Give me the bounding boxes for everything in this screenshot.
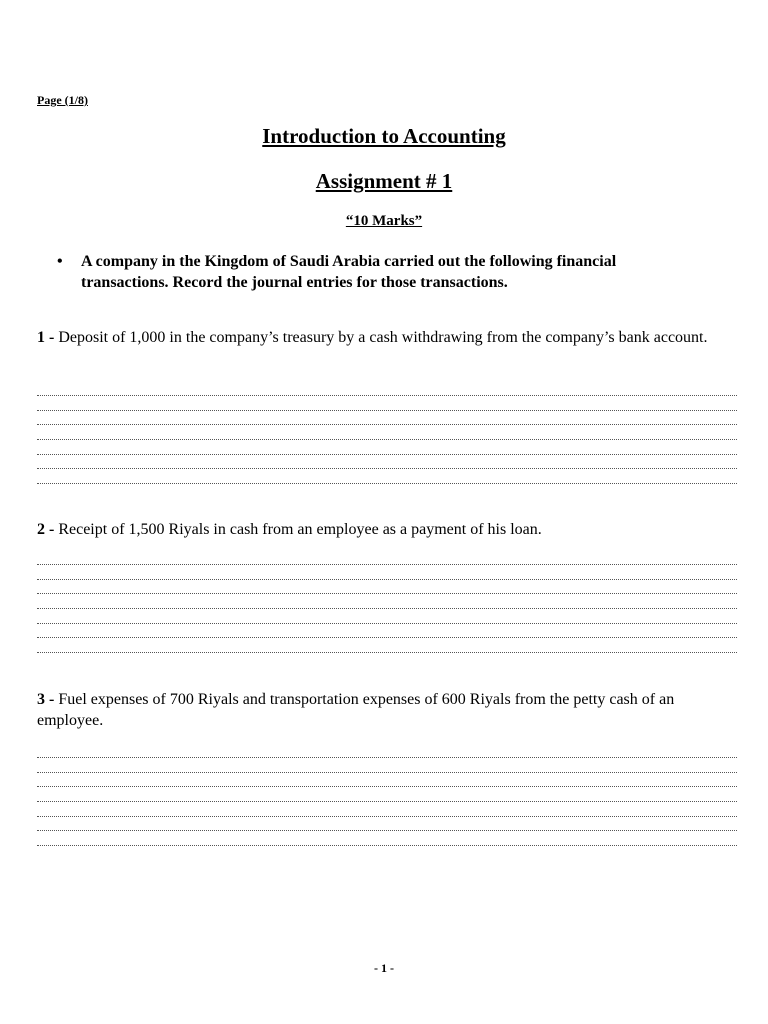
answer-line xyxy=(37,608,737,609)
answer-line xyxy=(37,395,737,396)
question-number: 3 - xyxy=(37,691,55,708)
answer-line xyxy=(37,786,737,787)
answer-area-2[interactable] xyxy=(37,564,737,667)
answer-line xyxy=(37,593,737,594)
answer-line xyxy=(37,579,737,580)
answer-line xyxy=(37,652,737,653)
question-2 xyxy=(37,519,732,540)
marks-label: “10 Marks” xyxy=(345,213,423,229)
answer-line xyxy=(37,410,737,411)
document-title: Introduction to Accounting xyxy=(262,124,506,148)
answer-line xyxy=(37,816,737,817)
answer-line xyxy=(37,801,737,802)
answer-line xyxy=(37,439,737,440)
question-3 xyxy=(37,689,732,731)
question-text: Receipt of 1,500 Riyals in cash from an employee as a payment of his loan. xyxy=(54,521,542,538)
instruction-bullet xyxy=(57,251,707,293)
answer-area-3[interactable] xyxy=(37,757,737,860)
answer-line xyxy=(37,637,737,638)
question-number: 1 - xyxy=(37,329,55,346)
answer-line xyxy=(37,845,737,846)
answer-line xyxy=(37,564,737,565)
question-text: Deposit of 1,000 in the company’s treasury by a cash withdrawing from the company’s bank account. xyxy=(54,329,708,346)
question-text: Fuel expenses of 700 Riyals and transportation expenses of 600 Riyals from the petty cash of an employee. xyxy=(37,691,675,729)
page-footer-number: - 1 - xyxy=(374,961,394,975)
question-number: 2 - xyxy=(37,521,55,538)
answer-line xyxy=(37,623,737,624)
question-1 xyxy=(37,327,732,348)
answer-line xyxy=(37,424,737,425)
bullet-icon: • xyxy=(57,253,63,270)
answer-line xyxy=(37,830,737,831)
answer-line xyxy=(37,772,737,773)
assignment-heading: Assignment # 1 xyxy=(315,169,453,193)
instruction-text: A company in the Kingdom of Saudi Arabia carried out the following financial transactions. Record the journal entries for those transactions. xyxy=(81,253,617,291)
answer-line xyxy=(37,757,737,758)
answer-line xyxy=(37,483,737,484)
page-indicator: Page (1/8) xyxy=(37,93,88,107)
answer-line xyxy=(37,454,737,455)
answer-line xyxy=(37,468,737,469)
answer-area-1[interactable] xyxy=(37,395,737,498)
